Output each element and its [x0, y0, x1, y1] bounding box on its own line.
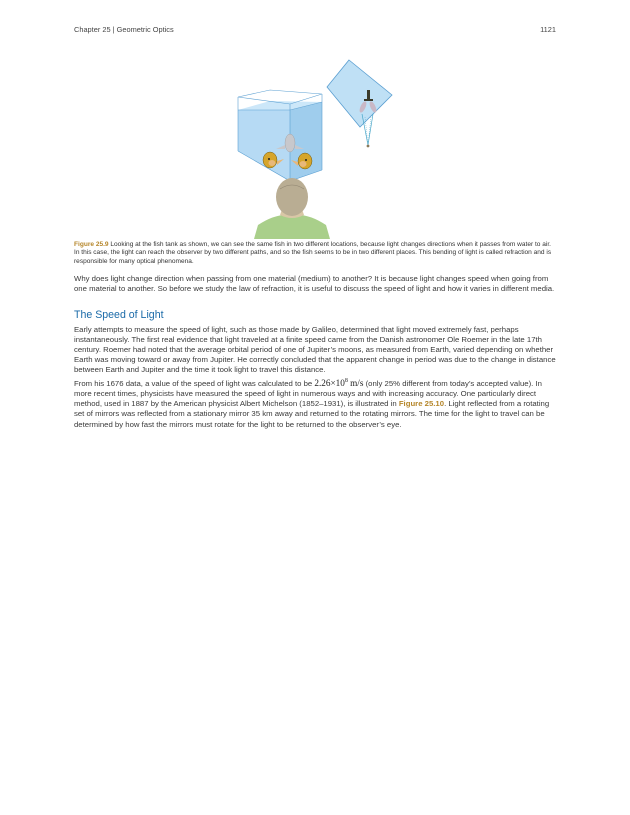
math-exponent: 8: [344, 377, 348, 384]
fish-tank-illustration: [232, 57, 400, 239]
page-header: [74, 25, 556, 37]
paragraph-2-text-b: (only 25% different from today’s accepted value). In more recent times, physicists have measured the speed of light in numerous ways and with increasing accuracy. One particularly direct method, used in 1887 by the American physicist Albert Michelson (1852–1931), is illustrated in: [74, 378, 542, 409]
page-number: 1121: [540, 25, 556, 34]
chapter-title: Chapter 25 | Geometric Optics: [74, 25, 174, 34]
figure-reference-link[interactable]: Figure 25.10: [398, 399, 445, 409]
paragraph-2-text-a: From his 1676 data, a value of the speed of light was calculated to be: [74, 378, 315, 388]
figure-caption: [74, 241, 556, 268]
top-view-inset: [327, 60, 392, 147]
observer: [254, 178, 330, 239]
intro-paragraph: Why does light change direction when passing from one material (medium) to another? It is because light changes speed when going from one material to another. So before we study the law of refraction, it is useful to discuss the speed of light and how it varies in different media.: [74, 274, 555, 294]
speed-of-light-value: [314, 378, 363, 388]
fish-tank-figure: [232, 57, 400, 239]
figure-caption-text: Looking at the fish tank as shown, we can see the same fish in two different locations, because light changes directions when it passes from water to air. In this case, the light can reach the observer by two different paths, and so the fish seems to be in two different places. This bending of light is called refraction and is responsible for many optical phenomena.: [74, 240, 552, 266]
figure-label: Figure 25.9: [74, 240, 109, 248]
paragraph-2-text-c: . Light reflected from a rotating set of mirrors was reflected from a stationary mirror 35 km away and returned to the rotating mirrors. The time for the light to travel can be determined by how fast the mirrors must rotate for the light to be returned to the observer’s eye.: [74, 399, 550, 429]
math-unit: m/s: [347, 377, 364, 388]
math-mantissa: 2.26×10: [314, 377, 345, 388]
section-paragraph-2: [74, 378, 556, 430]
section-heading: The Speed of Light: [74, 309, 164, 321]
section-paragraph-1: Early attempts to measure the speed of light, such as those made by Galileo, determined that light moved extremely fast, perhaps instantaneously. The first real evidence that light traveled at a finite speed came from the Danish astronomer Ole Roemer in the late 17th century. Roemer had noted that the average orbital period of one of Jupiter’s moons, as measured from Earth, varied depending on whether Earth was moving toward or away from Jupiter. He correctly concluded that the apparent change in period was due to the change in distance between Earth and Jupiter and the time it took light to travel this distance.: [74, 324, 556, 375]
